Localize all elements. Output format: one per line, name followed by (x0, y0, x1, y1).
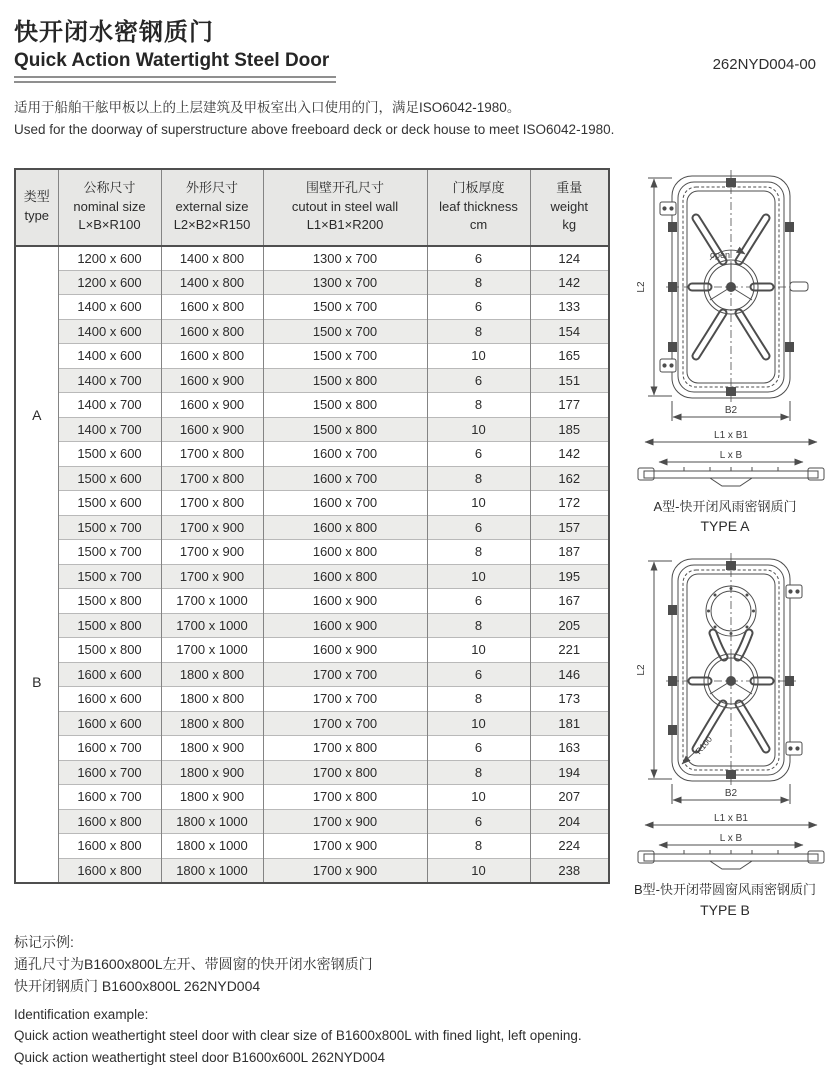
type-a-caption (614, 497, 830, 538)
table-row (15, 319, 609, 344)
type-b-caption-zh: B型-快开闭带圆窗风雨密钢质门 (633, 882, 816, 898)
table-cell: 133 (530, 295, 609, 320)
table-cell: 1700 x 700 (263, 662, 427, 687)
dim-label-lb: L x B (719, 833, 743, 845)
table-row (15, 515, 609, 540)
dim-label-l1b1: L1 x B1 (714, 429, 748, 441)
table-cell: 6 (427, 368, 530, 393)
door-hinges (786, 585, 802, 755)
table-cell: 1700 x 800 (161, 442, 263, 467)
table-cell: 1600 x 700 (58, 736, 161, 761)
table-cell: 224 (530, 834, 609, 859)
table-cell: 1600 x 900 (161, 417, 263, 442)
table-cell: 1400 x 600 (58, 344, 161, 369)
table-cell: 173 (530, 687, 609, 712)
table-cell: 1600 x 800 (161, 295, 263, 320)
table-cell: 157 (530, 515, 609, 540)
identification-example (14, 931, 820, 1068)
dim-label-lb: L x B (719, 449, 743, 461)
table-cell: 10 (427, 491, 530, 516)
table-cell: 1600 x 800 (58, 834, 161, 859)
table-cell: 1800 x 900 (161, 736, 263, 761)
table-row (15, 246, 609, 271)
table-cell: 1600 x 900 (161, 393, 263, 418)
table-cell: 1500 x 700 (58, 564, 161, 589)
table-cell: 1400 x 800 (161, 270, 263, 295)
table-row (15, 858, 609, 883)
dim-label-l1b1: L1 x B1 (714, 813, 748, 825)
door-side-handle (790, 282, 808, 291)
type-b-caption (614, 880, 830, 921)
footer-zh-line1: 通孔尺寸为B1600x800L左开、带圆窗的快开闭水密钢质门 (14, 955, 373, 972)
page-title-zh: 快开闭水密钢质门 (14, 19, 214, 46)
table-cell: 1300 x 700 (263, 246, 427, 271)
table-cell: 1500 x 800 (58, 613, 161, 638)
table-row (15, 491, 609, 516)
table-row (15, 295, 609, 320)
table-cell: 10 (427, 344, 530, 369)
table-cell: 142 (530, 270, 609, 295)
table-row (15, 270, 609, 295)
table-cell: 1700 x 800 (263, 760, 427, 785)
page-header (14, 12, 820, 142)
spec-table-body (15, 246, 609, 883)
table-cell: 1600 x 900 (263, 638, 427, 663)
table-cell: 1600 x 700 (58, 760, 161, 785)
table-cell: 1500 x 600 (58, 466, 161, 491)
table-cell: 1400 x 700 (58, 393, 161, 418)
table-row (15, 809, 609, 834)
wheel-open-label: open (709, 249, 731, 260)
description-zh: 适用于船舶干舷甲板以上的上层建筑及甲板室出入口使用的门，满足ISO6042-1980。 (14, 100, 521, 115)
table-cell: 1200 x 600 (58, 270, 161, 295)
table-cell: 163 (530, 736, 609, 761)
table-cell: 1800 x 900 (161, 785, 263, 810)
table-cell: 181 (530, 711, 609, 736)
table-cell: 8 (427, 466, 530, 491)
table-cell: 1600 x 900 (161, 368, 263, 393)
table-cell: 6 (427, 589, 530, 614)
table-cell: 1400 x 700 (58, 368, 161, 393)
table-cell: 6 (427, 736, 530, 761)
main-content (14, 168, 820, 921)
table-cell: 142 (530, 442, 609, 467)
table-cell: 10 (427, 711, 530, 736)
table-cell: 238 (530, 858, 609, 883)
table-cell: 1400 x 600 (58, 295, 161, 320)
table-cell: 1800 x 800 (161, 687, 263, 712)
table-cell: 1800 x 800 (161, 711, 263, 736)
table-cell: 1500 x 800 (263, 368, 427, 393)
table-cell: 167 (530, 589, 609, 614)
spec-table (14, 168, 610, 884)
table-row (15, 368, 609, 393)
table-cell: 1600 x 600 (58, 711, 161, 736)
table-cell: 194 (530, 760, 609, 785)
dim-label-b2: B2 (724, 404, 738, 416)
table-cell: 8 (427, 319, 530, 344)
table-cell: 8 (427, 834, 530, 859)
table-row (15, 540, 609, 565)
table-cell: 1500 x 700 (263, 295, 427, 320)
table-cell: 195 (530, 564, 609, 589)
col-header-type: 类型 type (15, 169, 58, 246)
table-cell: 1700 x 1000 (161, 638, 263, 663)
table-cell: 8 (427, 613, 530, 638)
col-header-cutout: 围壁开孔尺寸 cutout in steel wall L1×B1×R200 (263, 169, 427, 246)
dim-label-l2: L2 (636, 664, 647, 676)
type-a-block (614, 168, 830, 538)
table-cell: 1600 x 700 (263, 491, 427, 516)
table-cell: 1700 x 900 (263, 834, 427, 859)
table-cell: 221 (530, 638, 609, 663)
table-cell: 1500 x 600 (58, 491, 161, 516)
table-cell: 6 (427, 246, 530, 271)
table-cell: 8 (427, 393, 530, 418)
table-cell: 1800 x 900 (161, 760, 263, 785)
table-cell: 1600 x 900 (263, 613, 427, 638)
table-cell: 8 (427, 760, 530, 785)
footer-zh-line2: 快开闭钢质门 B1600x800L 262NYD004 (14, 977, 261, 994)
table-cell: 10 (427, 638, 530, 663)
table-cell: 1800 x 1000 (161, 858, 263, 883)
table-cell: 1700 x 900 (263, 858, 427, 883)
table-cell: 1700 x 900 (161, 515, 263, 540)
dim-label-l2: L2 (636, 280, 647, 293)
type-a-caption-zh: A型-快开闭风雨密钢质门 (653, 498, 797, 514)
table-cell: 1700 x 700 (263, 687, 427, 712)
table-cell: 1700 x 900 (263, 809, 427, 834)
table-cell: 124 (530, 246, 609, 271)
table-cell: 154 (530, 319, 609, 344)
table-cell: 6 (427, 442, 530, 467)
table-row (15, 344, 609, 369)
table-cell: 1600 x 800 (263, 564, 427, 589)
table-cell: 10 (427, 417, 530, 442)
doc-number: 262NYD004-00 (712, 56, 816, 73)
col-header-external: 外形尺寸 external size L2×B2×R150 (161, 169, 263, 246)
table-row (15, 736, 609, 761)
table-row (15, 466, 609, 491)
table-cell: 1600 x 600 (58, 662, 161, 687)
section-view (638, 467, 824, 486)
table-cell: 172 (530, 491, 609, 516)
table-cell: 1700 x 800 (263, 736, 427, 761)
table-cell: 1700 x 700 (263, 711, 427, 736)
table-cell: 1700 x 800 (263, 785, 427, 810)
col-header-nominal: 公称尺寸 nominal size L×B×R100 (58, 169, 161, 246)
table-row (15, 687, 609, 712)
table-cell: 1500 x 700 (263, 344, 427, 369)
table-cell: 1600 x 600 (58, 687, 161, 712)
table-cell: 1600 x 900 (263, 589, 427, 614)
table-cell: 185 (530, 417, 609, 442)
table-cell: 205 (530, 613, 609, 638)
table-row (15, 662, 609, 687)
table-cell: 1600 x 800 (263, 540, 427, 565)
dim-label-b2: B2 (724, 788, 738, 800)
table-cell: 1800 x 1000 (161, 809, 263, 834)
table-cell: 1600 x 800 (263, 515, 427, 540)
table-cell: 10 (427, 858, 530, 883)
table-row (15, 760, 609, 785)
col-header-thickness: 门板厚度 leaf thickness cm (427, 169, 530, 246)
type-b-block (614, 551, 830, 921)
type-label-a: A (32, 406, 42, 423)
table-cell: 1500 x 800 (58, 638, 161, 663)
table-cell: 10 (427, 785, 530, 810)
table-cell: 1700 x 1000 (161, 589, 263, 614)
table-cell: 151 (530, 368, 609, 393)
table-row (15, 442, 609, 467)
footer-en-line1: Quick action weathertight steel door with clear size of B1600x800L with fined light, left opening. (14, 1028, 582, 1044)
table-cell: 1500 x 800 (263, 417, 427, 442)
table-cell: 6 (427, 809, 530, 834)
table-cell: 1700 x 800 (161, 491, 263, 516)
table-row (15, 785, 609, 810)
table-cell: 1700 x 900 (161, 564, 263, 589)
table-cell: 1600 x 800 (161, 344, 263, 369)
table-cell: 177 (530, 393, 609, 418)
table-cell: 8 (427, 540, 530, 565)
table-cell: 207 (530, 785, 609, 810)
footer-en-title: Identification example: (14, 1006, 149, 1022)
table-cell: 1500 x 800 (263, 393, 427, 418)
col-header-weight: 重量 weight kg (530, 169, 609, 246)
table-cell: 1800 x 800 (161, 662, 263, 687)
table-cell: 1400 x 600 (58, 319, 161, 344)
table-cell: 1700 x 800 (161, 466, 263, 491)
table-cell: 8 (427, 687, 530, 712)
table-cell: 1400 x 800 (161, 246, 263, 271)
section-view (638, 850, 824, 869)
table-cell: 6 (427, 515, 530, 540)
spec-table-header (15, 169, 609, 246)
table-cell: 1200 x 600 (58, 246, 161, 271)
table-cell: 1600 x 800 (161, 319, 263, 344)
table-cell: 1500 x 700 (58, 515, 161, 540)
table-cell: 8 (427, 270, 530, 295)
footer-en-line2: Quick action weathertight steel door B1600x600L 262NYD004 (14, 1049, 385, 1065)
table-cell: 1300 x 700 (263, 270, 427, 295)
table-cell: 1600 x 700 (263, 466, 427, 491)
table-cell: 1600 x 800 (58, 858, 161, 883)
footer-zh-title: 标记示例: (14, 933, 74, 950)
table-row (15, 834, 609, 859)
table-row (15, 613, 609, 638)
table-row (15, 589, 609, 614)
table-cell: 204 (530, 809, 609, 834)
table-cell: 1500 x 700 (263, 319, 427, 344)
table-cell: 1700 x 900 (161, 540, 263, 565)
table-cell: 1600 x 700 (58, 785, 161, 810)
table-cell: 165 (530, 344, 609, 369)
page-title-en: Quick Action Watertight Steel Door (14, 50, 330, 71)
type-b-caption-en: TYPE B (700, 901, 750, 918)
table-cell: 1600 x 700 (263, 442, 427, 467)
table-cell: 1700 x 1000 (161, 613, 263, 638)
table-row (15, 393, 609, 418)
table-cell: 1500 x 600 (58, 442, 161, 467)
table-row (15, 564, 609, 589)
table-cell: 1500 x 700 (58, 540, 161, 565)
table-row (15, 638, 609, 663)
table-cell: 10 (427, 564, 530, 589)
type-a-caption-en: TYPE A (700, 518, 750, 535)
table-cell: 1500 x 800 (58, 589, 161, 614)
description-en: Used for the doorway of superstructure above freeboard deck or deck house to meet ISO6042-1980. (14, 122, 615, 138)
radius-label: R100 (693, 734, 715, 757)
table-cell: 6 (427, 295, 530, 320)
title-rule (14, 76, 336, 83)
type-b-drawing (614, 551, 830, 873)
table-cell: 162 (530, 466, 609, 491)
diagrams-panel (614, 168, 830, 921)
table-cell: 1600 x 800 (58, 809, 161, 834)
table-cell: 1400 x 700 (58, 417, 161, 442)
table-cell: 187 (530, 540, 609, 565)
table-row (15, 711, 609, 736)
type-label-b: B (32, 673, 42, 690)
type-a-drawing (614, 168, 830, 490)
type-cell (15, 246, 58, 883)
table-cell: 146 (530, 662, 609, 687)
table-cell: 6 (427, 662, 530, 687)
table-cell: 1800 x 1000 (161, 834, 263, 859)
table-row (15, 417, 609, 442)
